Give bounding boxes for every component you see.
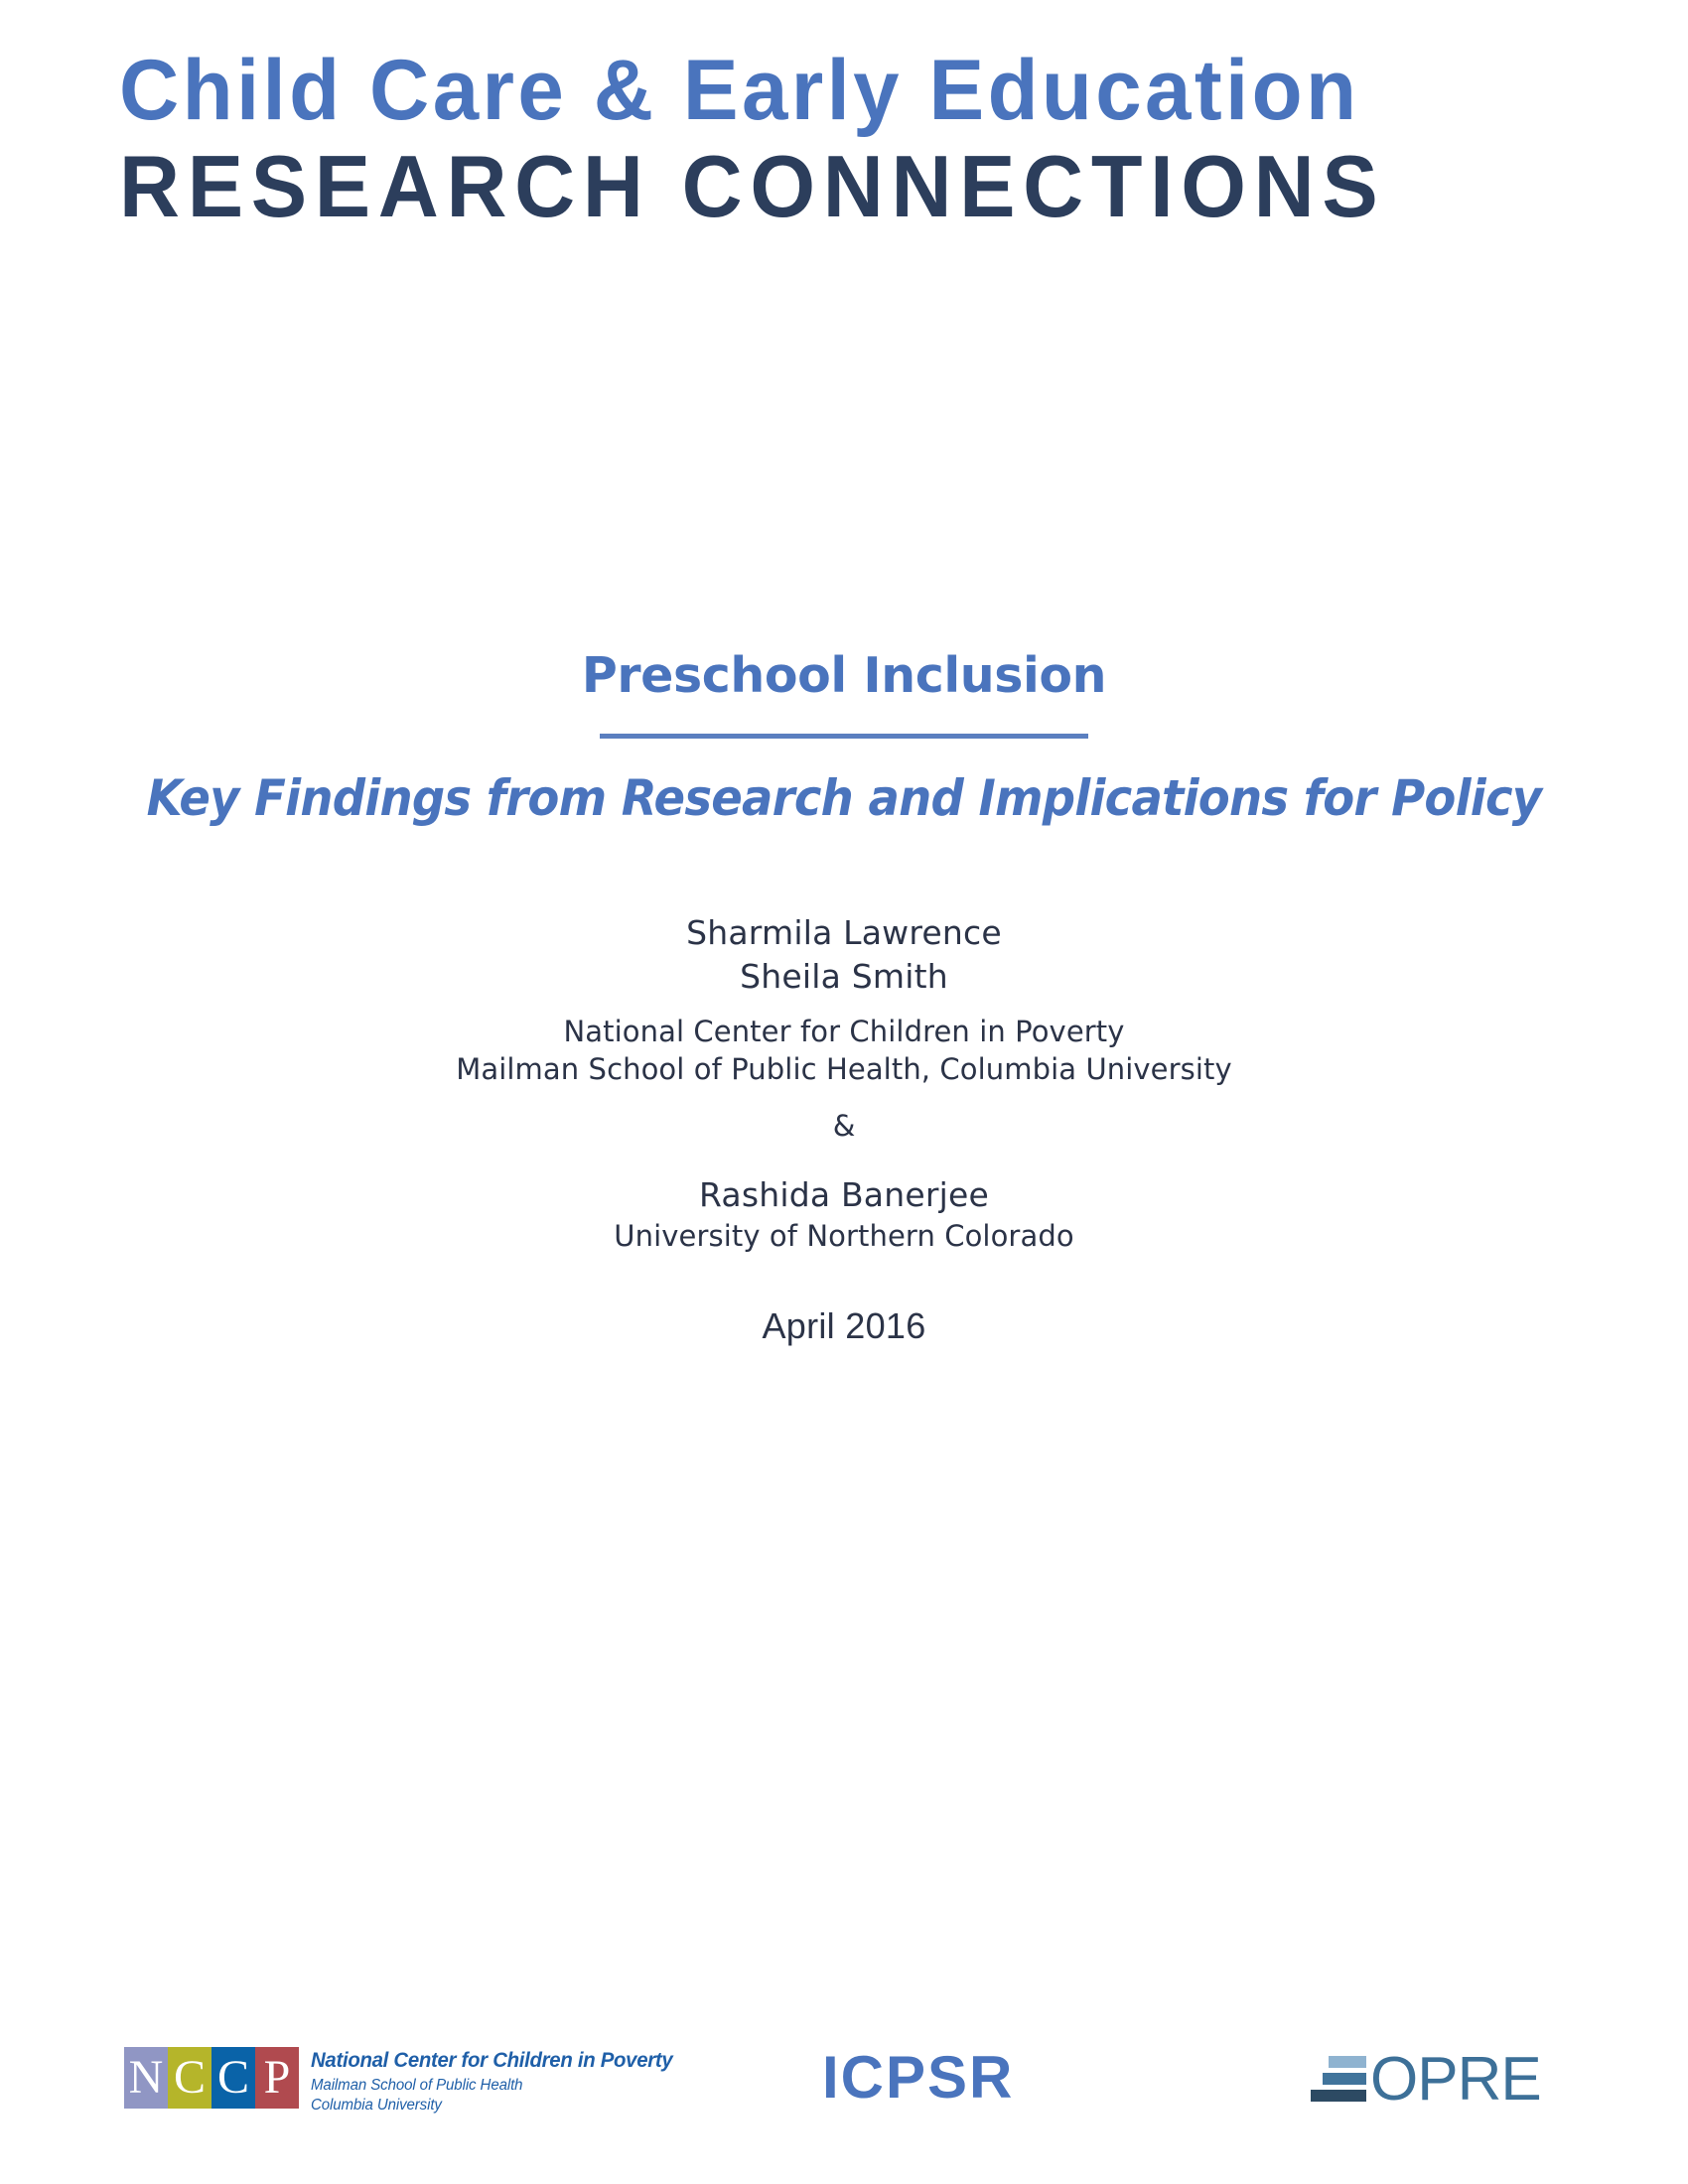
footer-logo-row [0, 2025, 1688, 2144]
author-affiliation: Mailman School of Public Health, Columbia University [456, 1052, 1232, 1087]
opre-logo [1311, 2045, 1541, 2114]
author-group-primary [0, 911, 1688, 1089]
publication-date: April 2016 [762, 1305, 926, 1346]
nccp-letter-n: N [124, 2047, 168, 2109]
nccp-letter-c1: C [168, 2047, 211, 2109]
author-affiliation: University of Northern Colorado [614, 1218, 1074, 1253]
nccp-letter-blocks [124, 2047, 299, 2109]
nccp-organization-name: National Center for Children in Poverty [311, 2049, 673, 2072]
nccp-letter-p: P [255, 2047, 299, 2109]
nccp-letter-c2: C [211, 2047, 255, 2109]
author-affiliation: National Center for Children in Poverty [563, 1014, 1125, 1048]
title-divider [600, 734, 1088, 739]
nccp-university-line: Columbia University [311, 2096, 442, 2114]
page-subtitle: Key Findings from Research and Implications for Policy [146, 769, 1542, 828]
author-name: Sharmila Lawrence [686, 913, 1002, 952]
opre-bar-bottom [1311, 2090, 1366, 2102]
masthead [119, 43, 1569, 235]
masthead-line-secondary: RESEARCH CONNECTIONS [119, 137, 1386, 235]
nccp-wordmark-text [311, 2047, 684, 2116]
icpsr-logo: ICPSR [822, 2044, 1015, 2111]
author-name: Rashida Banerjee [699, 1175, 989, 1214]
author-group-separator: & [832, 1109, 856, 1143]
opre-bar-middle [1323, 2073, 1366, 2085]
author-name: Sheila Smith [740, 956, 948, 996]
masthead-line-primary: Child Care & Early Education [119, 43, 1360, 138]
nccp-logo [124, 2047, 684, 2116]
opre-wordmark: OPRE [1370, 2045, 1541, 2114]
opre-bars-icon [1311, 2056, 1366, 2104]
author-group-secondary [0, 1173, 1688, 1255]
page-title: Preschool Inclusion [581, 646, 1107, 704]
opre-bar-top [1329, 2056, 1366, 2068]
nccp-school-line: Mailman School of Public Health [311, 2077, 523, 2095]
title-block [0, 617, 1688, 869]
